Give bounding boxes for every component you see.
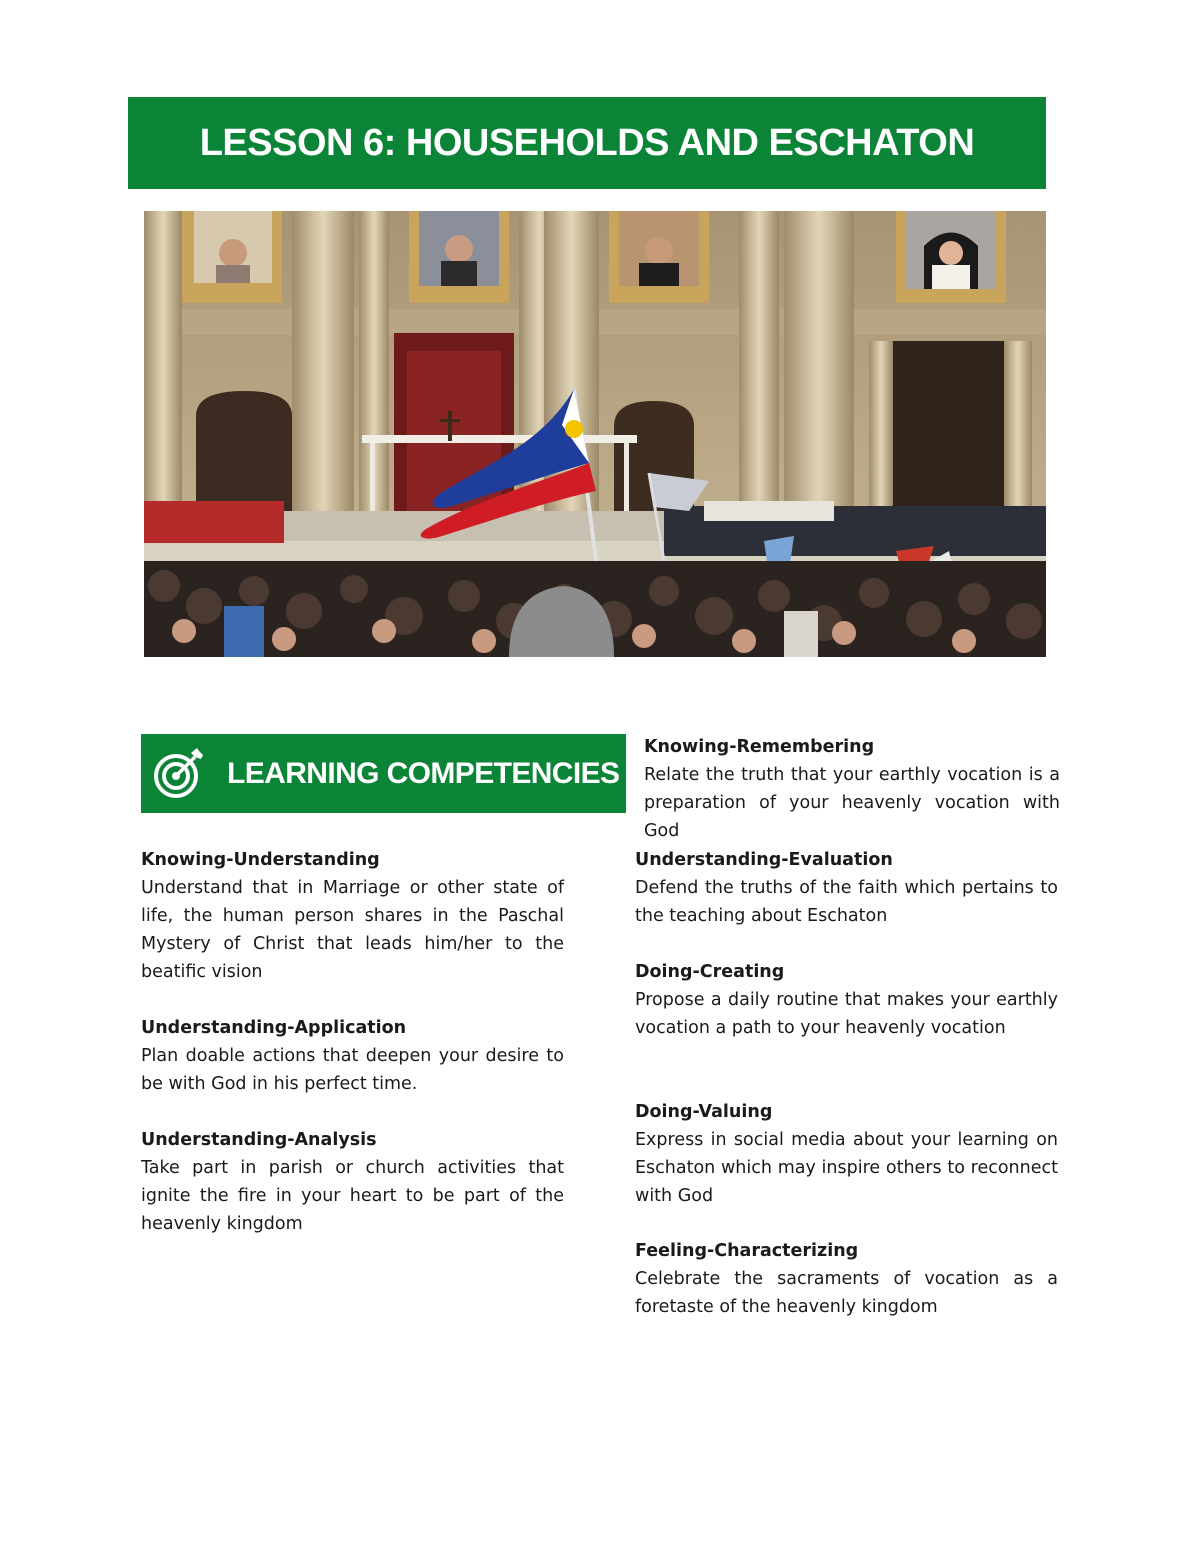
competency-text: Plan doable actions that deepen your desire to be with God in his perfect time. (141, 1046, 564, 1094)
competency-label: Knowing-Understanding (141, 850, 380, 870)
competency-text: Take part in parish or church activities that ignite the fire in your heart to be part of the heavenly kingdom (141, 1158, 564, 1234)
competency-understanding-analysis (141, 1126, 564, 1238)
learning-competencies-banner (141, 734, 626, 813)
competency-label: Feeling-Characterizing (635, 1241, 859, 1261)
competency-label: Doing-Valuing (635, 1102, 773, 1122)
competency-label: Knowing-Remembering (644, 737, 875, 757)
competency-label: Understanding-Analysis (141, 1130, 377, 1150)
competency-text: Express in social media about your learning on Eschaton which may inspire others to reconnect with God (635, 1130, 1058, 1206)
learning-competencies-heading: LEARNING COMPETENCIES (227, 756, 620, 790)
canonization-photo (144, 211, 1046, 657)
tapestry-3 (609, 211, 709, 303)
competency-feeling-characterizing (635, 1237, 1058, 1321)
competency-understanding-evaluation (635, 846, 1058, 930)
tapestry-1 (182, 211, 282, 303)
competency-text: Celebrate the sacraments of vocation as a foretaste of the heavenly kingdom (635, 1269, 1058, 1317)
competency-label: Understanding-Evaluation (635, 850, 893, 870)
competency-text: Propose a daily routine that makes your earthly vocation a path to your heavenly vocation (635, 990, 1058, 1038)
target-icon (151, 747, 205, 801)
competency-label: Understanding-Application (141, 1018, 407, 1038)
competency-text: Understand that in Marriage or other state of life, the human person shares in the Paschal Mystery of Christ that leads him/her to the beatific vision (141, 878, 564, 982)
competency-label: Doing-Creating (635, 962, 785, 982)
competency-knowing-remembering (644, 733, 1060, 845)
competency-doing-valuing (635, 1098, 1058, 1210)
competency-text: Relate the truth that your earthly vocation is a preparation of your heavenly vocation with God (644, 765, 1060, 841)
competency-understanding-application (141, 1014, 564, 1098)
competency-knowing-understanding (141, 846, 564, 986)
lesson-title-banner (128, 97, 1046, 189)
lesson-title: LESSON 6: HOUSEHOLDS AND ESCHATON (199, 121, 975, 164)
competency-doing-creating (635, 958, 1058, 1042)
competency-text: Defend the truths of the faith which pertains to the teaching about Eschaton (635, 878, 1058, 926)
tapestry-2 (409, 211, 509, 303)
canonization-photo-illustration (144, 211, 1046, 657)
tapestry-4 (896, 211, 1006, 303)
